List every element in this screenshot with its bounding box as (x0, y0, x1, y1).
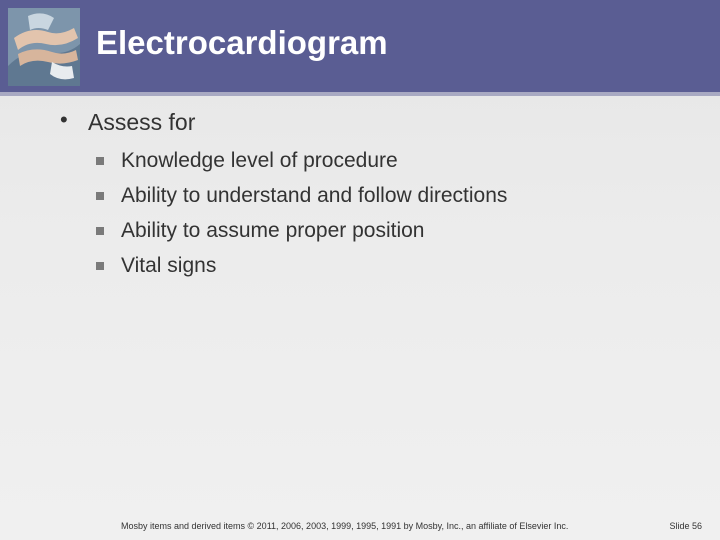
sub-bullet-text: Vital signs (121, 253, 217, 277)
sub-bullet-text: Ability to understand and follow directions (121, 183, 508, 207)
square-bullet-icon (96, 157, 104, 165)
header-divider (0, 92, 720, 96)
sub-bullet-text: Ability to assume proper position (121, 218, 425, 242)
footer-copyright: Mosby items and derived items © 2011, 2006, 2003, 1999, 1995, 1991 by Mosby, Inc., an affiliate of Elsevier Inc. (121, 521, 569, 531)
main-bullet (60, 107, 195, 137)
slide-title: Electrocardiogram (96, 24, 388, 61)
sub-bullet-item (96, 178, 507, 213)
slide-number: Slide 56 (669, 521, 702, 531)
sub-bullet-text: Knowledge level of procedure (121, 148, 398, 172)
square-bullet-icon (96, 262, 104, 270)
main-bullet-text: Assess for (88, 109, 196, 135)
hands-photo-icon (8, 8, 80, 86)
square-bullet-icon (96, 192, 104, 200)
sub-bullet-list (96, 143, 507, 283)
sub-bullet-item (96, 248, 507, 283)
sub-bullet-item (96, 143, 507, 178)
sub-bullet-item (96, 213, 507, 248)
round-bullet-icon: • (60, 107, 68, 132)
square-bullet-icon (96, 227, 104, 235)
